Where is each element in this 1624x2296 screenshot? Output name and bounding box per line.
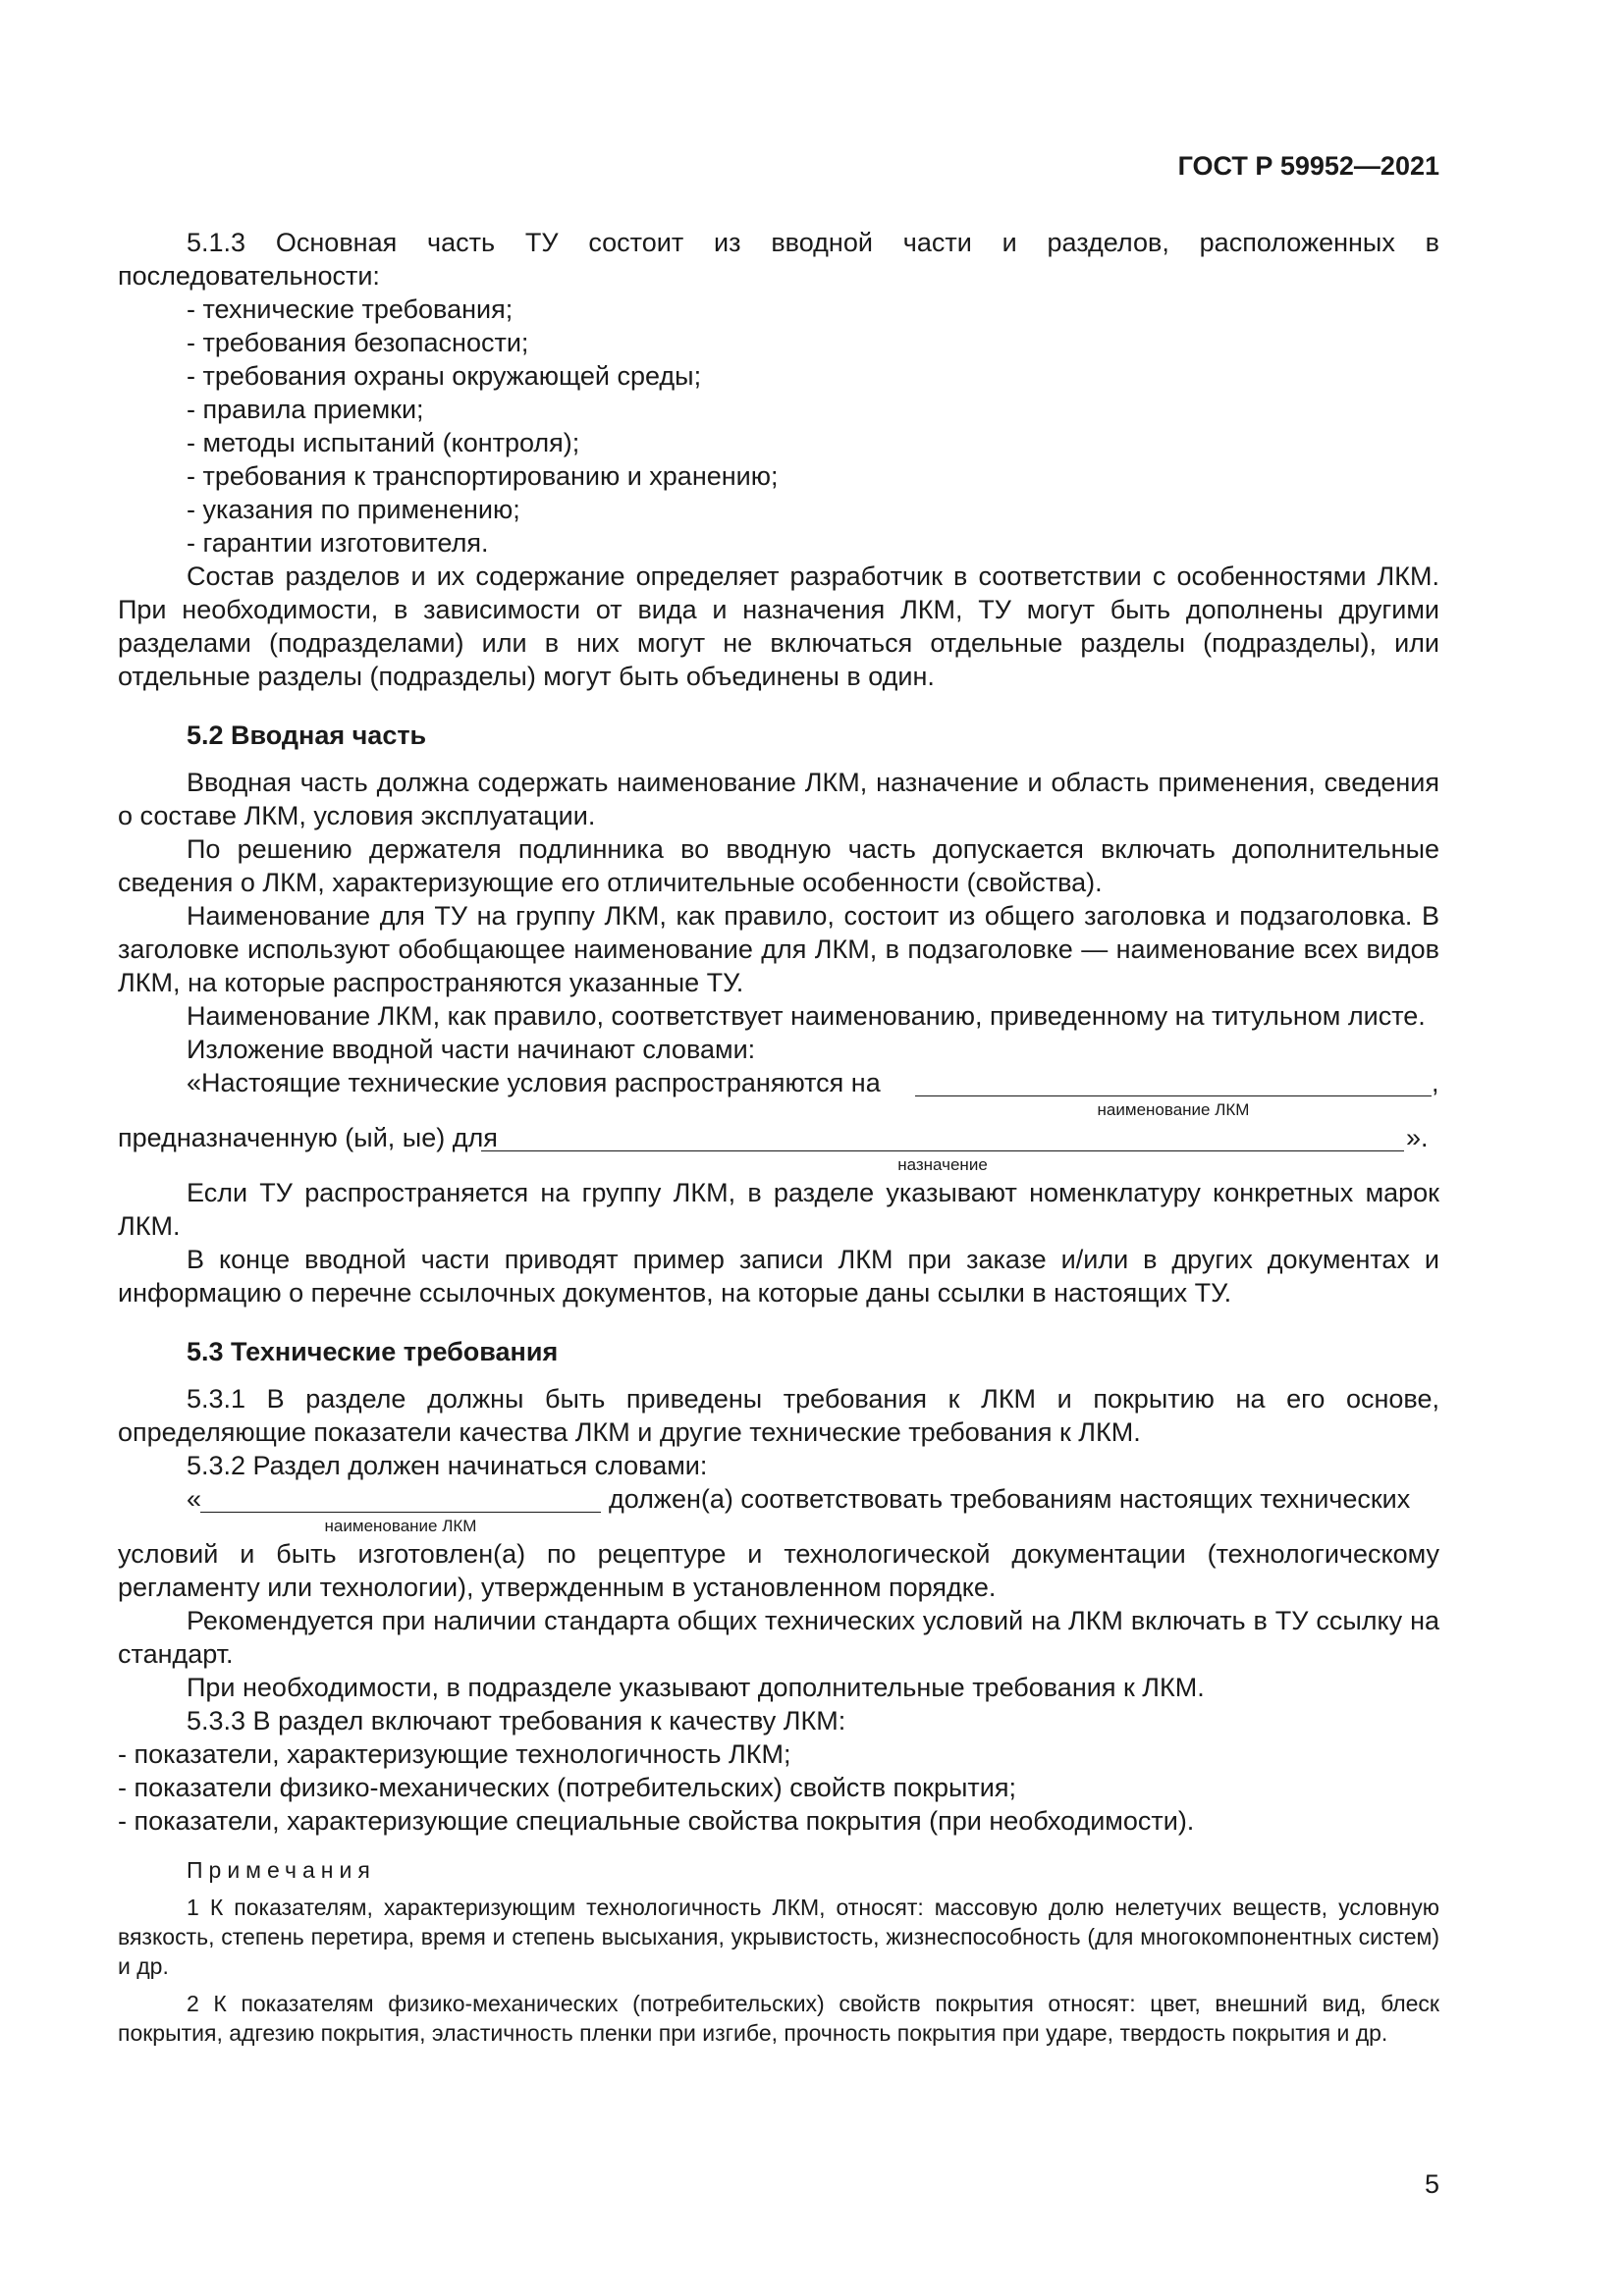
form-text: должен(а) соответствовать требованиям настоящих технических — [609, 1484, 1411, 1514]
paragraph: Если ТУ распространяется на группу ЛКМ, в разделе указывают номенклатуру конкретных марок ЛКМ. — [118, 1178, 1439, 1241]
list-item: - показатели, характеризующие технологичность ЛКМ; — [118, 1739, 791, 1769]
form-line-purpose — [118, 1121, 1439, 1176]
list-item: - показатели физико-механических (потребительских) свойств покрытия; — [118, 1773, 1016, 1802]
notes-heading: Примечания — [187, 1857, 376, 1883]
paragraph: Наименование ЛКМ, как правило, соответствует наименованию, приведенному на титульном листе. — [187, 1001, 1426, 1031]
clause-5-1-3-intro: 5.1.3 Основная часть ТУ состоит из вводной части и разделов, расположенных в последовательности: — [118, 228, 1439, 291]
blank-line — [200, 1512, 601, 1513]
form-text: «Настоящие технические условия распространяются на — [187, 1068, 881, 1097]
note-1: 1 К показателям, характеризующим технологичность ЛКМ, относят: массовую долю нелетучих веществ, условную вязкость, степень перетира, время и степень высыхания, укрывистость, жизнеспособность (для многокомпонентных систем) и др. — [118, 1895, 1439, 1979]
blank-caption: наименование ЛКМ — [1097, 1100, 1250, 1119]
form-end: , — [1432, 1068, 1439, 1097]
paragraph: Изложение вводной части начинают словами: — [187, 1035, 756, 1064]
blank-line — [481, 1150, 1404, 1151]
blank-line — [915, 1095, 1432, 1096]
blank-caption: назначение — [897, 1155, 988, 1174]
page-number: 5 — [1424, 2169, 1439, 2199]
section-heading-5-3: 5.3 Технические требования — [187, 1337, 559, 1366]
form-line-name — [118, 1066, 1439, 1121]
list-item: - технические требования; — [187, 294, 514, 324]
list-item: - методы испытаний (контроля); — [187, 428, 580, 457]
form-end: ». — [1406, 1123, 1429, 1152]
document-page — [118, 0, 1439, 2296]
list-item: - требования охраны окружающей среды; — [187, 361, 702, 391]
blank-caption: наименование ЛКМ — [324, 1517, 477, 1535]
paragraph: Рекомендуется при наличии стандарта общих технических условий на ЛКМ включать в ТУ ссылку на стандарт. — [118, 1606, 1439, 1669]
list-item: - показатели, характеризующие специальные свойства покрытия (при необходимости). — [118, 1806, 1195, 1836]
paragraph: Вводная часть должна содержать наименование ЛКМ, назначение и область применения, сведения о составе ЛКМ, условия эксплуатации. — [118, 768, 1439, 830]
list-item: - гарантии изготовителя. — [187, 528, 489, 558]
paragraph: 5.3.1 В разделе должны быть приведены требования к ЛКМ и покрытию на его основе, определяющие показатели качества ЛКМ и другие технические требования к ЛКМ. — [118, 1384, 1439, 1447]
paragraph: Наименование для ТУ на группу ЛКМ, как правило, состоит из общего заголовка и подзаголовка. В заголовке используют обобщающее наименование для ЛКМ, в подзаголовке — наименование всех видов ЛКМ, на которые распространяются указанные ТУ. — [118, 901, 1439, 997]
form-open: « — [187, 1484, 202, 1514]
list-item: - правила приемки; — [187, 395, 424, 424]
list-item: - указания по применению; — [187, 495, 520, 524]
paragraph: В конце вводной части приводят пример записи ЛКМ при заказе и/или в других документах и информацию о перечне ссылочных документов, на которые даны ссылки в настоящих ТУ. — [118, 1245, 1439, 1308]
section-heading-5-2: 5.2 Вводная часть — [187, 721, 427, 750]
clause-5-1-3-outro: Состав разделов и их содержание определяет разработчик в соответствии с особенностями ЛКМ. При необходимости, в зависимости от вида и назначения ЛКМ, ТУ могут быть дополнены другими разделами (подразделами) или в них могут не включаться отдельные разделы (подразделы), или отдельные разделы (подразделы) могут быть объединены в один. — [118, 561, 1439, 691]
paragraph: 5.3.2 Раздел должен начинаться словами: — [187, 1451, 708, 1480]
list-item: - требования к транспортированию и хранению; — [187, 461, 779, 491]
paragraph: 5.3.3 В раздел включают требования к качеству ЛКМ: — [187, 1706, 846, 1735]
list-item: - требования безопасности; — [187, 328, 529, 357]
paragraph: условий и быть изготовлен(а) по рецептуре и технологической документации (технологическому регламенту или технологии), утвержденным в установленном порядке. — [118, 1539, 1439, 1602]
note-2: 2 К показателям физико-механических (потребительских) свойств покрытия относят: цвет, внешний вид, блеск покрытия, адгезию покрытия, эластичность пленки при изгибе, прочность покрытия при ударе, твердость покрытия и др. — [118, 1991, 1439, 2046]
form-text: предназначенную (ый, ые) для — [118, 1123, 498, 1152]
form-line-must-comply — [118, 1482, 1439, 1537]
paragraph: По решению держателя подлинника во вводную часть допускается включать дополнительные сведения о ЛКМ, характеризующие его отличительные особенности (свойства). — [118, 834, 1439, 897]
paragraph: При необходимости, в подразделе указывают дополнительные требования к ЛКМ. — [187, 1673, 1205, 1702]
document-body — [118, 226, 1439, 2056]
standard-id: ГОСТ Р 59952—2021 — [1177, 151, 1439, 181]
